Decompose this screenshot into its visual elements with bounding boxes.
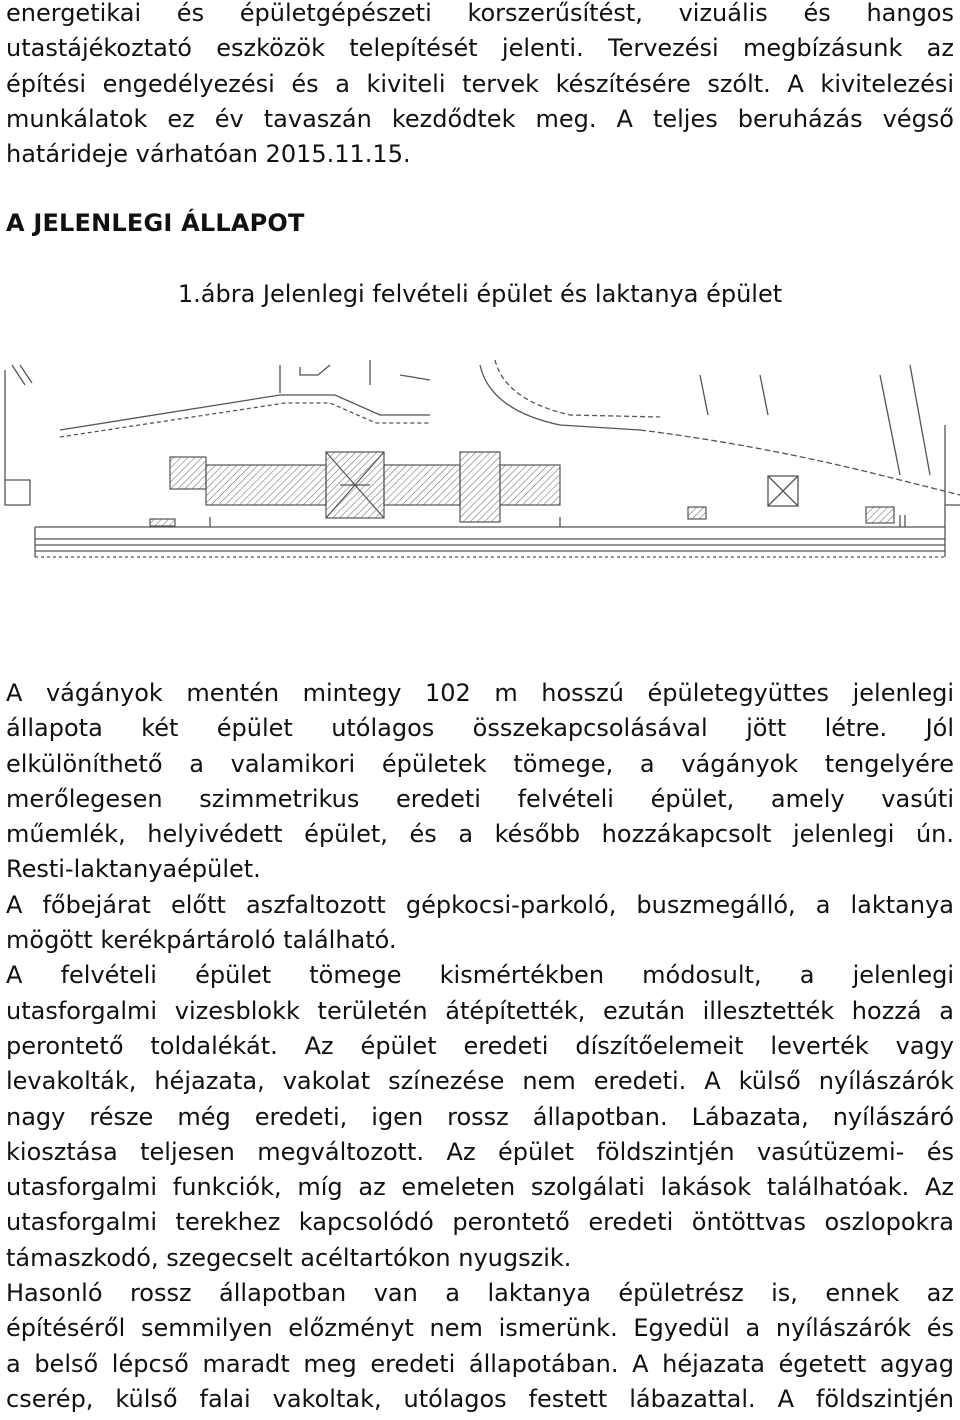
text-line: utastájékoztató eszközök telepítését jelenti. Tervezési megbízásunk az (6, 34, 954, 63)
text-line: határideje várhatóan 2015.11.15. (6, 140, 411, 169)
annex (150, 519, 175, 526)
body-paragraph-1 (6, 676, 954, 1417)
text-line: A vágányok mentén mintegy 102 m hosszú épületegyüttes jelenlegi (6, 679, 954, 707)
text-line: utasforgalmi terekhez kapcsolódó perontető eredeti öntöttvas oszlopokra (6, 1208, 954, 1237)
section-heading: A JELENLEGI ÁLLAPOT (6, 209, 305, 237)
text-line: A főbejárat előtt aszfaltozott gépkocsi-parkoló, buszmegálló, a laktanya (6, 890, 954, 919)
text-line: támaszkodó, szegecselt acéltartókon nyugszik. (6, 1243, 572, 1272)
text-line: építéséről semmilyen előzményt nem ismerünk. Egyedül a nyílászárók és (6, 1314, 954, 1343)
small-structure (866, 507, 894, 523)
text-line: műemlék, helyivédett épület, és a később hozzákapcsolt jelenlegi ún. (6, 820, 954, 849)
site-plan-figure (0, 355, 960, 605)
boundary-line (5, 370, 30, 505)
text-line: kiosztása teljesen megváltozott. Az épület földszintjén vasútüzemi- és (6, 1137, 954, 1166)
main-building (170, 452, 460, 518)
text-line: cserép, külső falai vakoltak, utólagos festett lábazattal. A földszintjén (6, 1384, 954, 1413)
text-line: munkálatok ez év tavaszán kezdődtek meg. A teljes beruházás végső (6, 104, 954, 133)
text-line: utasforgalmi funkciók, míg az emeleten szolgálati lakások találhatóak. Az (6, 1173, 954, 1202)
intro-paragraph (6, 0, 954, 172)
text-line: Hasonló rossz állapotban van a laktanya épületrész is, ennek az (6, 1279, 954, 1308)
text-line: A felvételi épület tömege kismértékben módosult, a jelenlegi (6, 961, 954, 990)
text-line: nagy része még eredeti, igen rossz állapotban. Lábazata, nyílászáró (6, 1102, 954, 1131)
text-line: energetikai és épületgépészeti korszerűsítést, vizuális és hangos (6, 0, 954, 27)
text-line: építési engedélyezési és a kiviteli tervek készítésére szólt. A kivitelezési (6, 69, 954, 98)
text-line: mögött kerékpártároló található. (6, 926, 397, 955)
text-line: utasforgalmi vizesblokk területén átépítették, ezután illesztették hozzá a (6, 996, 954, 1025)
barracks-building (460, 452, 560, 522)
text-line: merőlegesen szimmetrikus eredeti felvételi épület, amely vasúti (6, 784, 954, 813)
figure-caption: 1.ábra Jelenlegi felvételi épület és laktanya épület (177, 280, 783, 308)
text-line: levakolták, héjazata, vakolat színezése nem eredeti. A külső nyílászárók (6, 1067, 954, 1096)
text-line: állapota két épület utólagos összekapcsolásával jött létre. Jól (6, 714, 954, 743)
text-line: Resti-laktanyaépület. (6, 855, 261, 884)
small-structure (688, 507, 706, 519)
text-line: elkülöníthető a valamikori épületek tömege, a vágányok tengelyére (6, 749, 954, 778)
text-line: a belső lépcső maradt meg eredeti állapotában. A héjazata égetett agyag (6, 1349, 954, 1378)
text-line: perontető toldalékát. Az épület eredeti díszítőelemeit leverték vagy (6, 1031, 954, 1060)
